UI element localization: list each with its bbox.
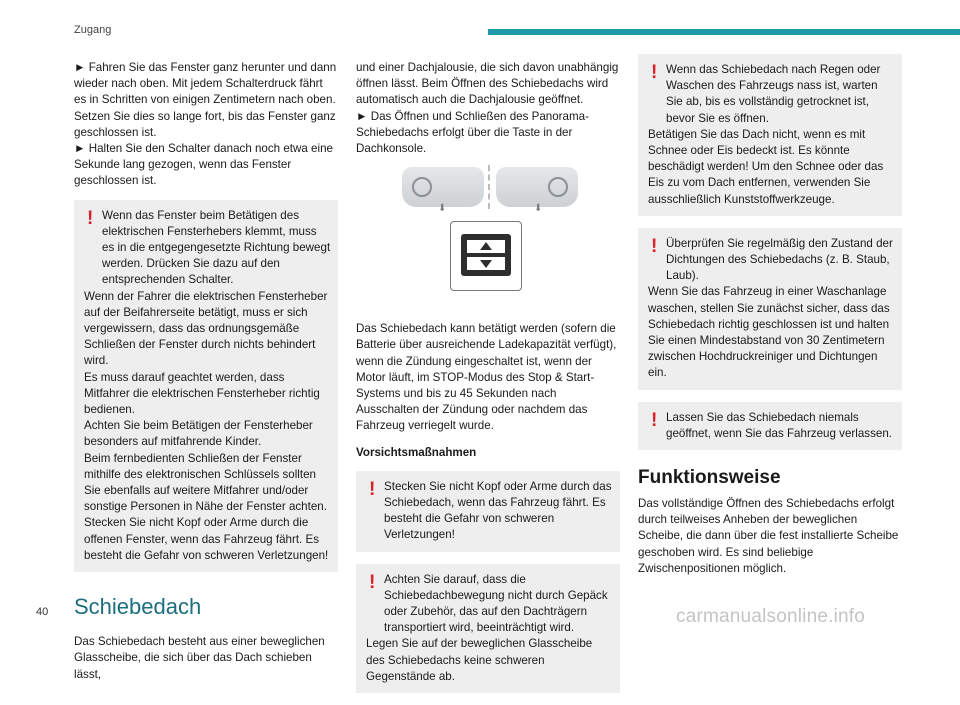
warning-text: Lassen Sie das Schiebedach niemals geöffnet, wenn Sie das Fahrzeug verlassen. [666, 410, 893, 440]
steering-wheel-icon [412, 177, 432, 197]
divider [488, 165, 490, 209]
warning-text: Stecken Sie nicht Kopf oder Arme durch die offenen Fenster, wenn das Fahrzeug fährt. Es besteht die Gefahr von schweren Verletzungen! [84, 516, 329, 562]
warning-text: Wenn der Fahrer die elektrischen Fensterheber auf der Beifahrerseite betätigt, muss er sich vergewissern, dass das ordnungsgemäße Schließen der Fenster durch nichts behindert wird. [84, 289, 328, 368]
warning-text: Stecken Sie nicht Kopf oder Arme durch das Schiebedach, wenn das Fahrzeug fährt. Es besteht die Gefahr von schweren Verletzungen! [384, 479, 612, 542]
steering-wheel-icon [548, 177, 568, 197]
warning-text: Betätigen Sie das Dach nicht, wenn es mit Schnee oder Eis bedeckt ist. Es könnte beschädigt werden! Um den Schnee oder das Eis zu vom Dach entfernen, verwenden Sie ausschließlich Kunststoffwerkzeuge. [648, 127, 884, 206]
paragraph: und einer Dachjalousie, die sich davon unabhängig öffnen lässt. Beim Öffnen des Schiebedachs wird automatisch auch die Dachjalousie geöffnet. [356, 61, 619, 107]
car-interior-right-icon [496, 167, 578, 215]
warning-text: Wenn das Fenster beim Betätigen des elektrischen Fensterhebers klemmt, muss es in die entgegengesetzte Richtung bewegt werden. Drücken Sie dazu auf den entsprechenden Schalter. [102, 208, 331, 287]
column-3 [638, 54, 902, 577]
warning-text: Achten Sie darauf, dass die Schiebedachbewegung nicht durch Gepäck oder Zubehör, das auf den Dachträgern transportiert wird, beeinträchtigt wird. [384, 572, 608, 635]
warning-box [356, 564, 620, 693]
warning-icon: ! [87, 207, 94, 229]
car-interior-left-icon [402, 167, 484, 215]
header-accent-bar [488, 29, 960, 35]
watermark: carmanualsonline.info [676, 606, 866, 627]
page-section-header: Zugang [74, 24, 112, 36]
warning-text: Beim fernbedienten Schließen der Fenster mithilfe des elektronischen Schlüssels sollten Sie ebenfalls auf weitere Mitfahrer und/oder sonstige Personen in Nähe der Fenster achten. [84, 451, 327, 514]
warning-text: Achten Sie beim Betätigen der Fensterheber besonders auf mitfahrende Kinder. [84, 419, 313, 449]
warning-icon: ! [369, 478, 376, 500]
warning-text: Legen Sie auf der beweglichen Glasscheibe des Schiebedachs keine schweren Gegenstände ab. [366, 637, 593, 683]
column-2 [356, 60, 620, 705]
section-title: Schiebedach [74, 594, 202, 620]
paragraph: Das Schiebedach besteht aus einer beweglichen Glasscheibe, die sich über das Dach schieben lässt, [74, 635, 325, 681]
warning-box [356, 471, 620, 552]
warning-box [74, 200, 338, 572]
subheading: Vorsichtsmaßnahmen [356, 445, 477, 459]
warning-icon: ! [651, 235, 658, 257]
arrow-down-icon: ⬇ [534, 203, 543, 215]
column-1 [74, 60, 338, 683]
paragraph: ► Halten Sie den Schalter danach noch etwa eine Sekunde lang gezogen, wenn das Fenster geschlossen ist. [74, 142, 333, 188]
warning-text: Überprüfen Sie regelmäßig den Zustand der Dichtungen des Schiebedachs (z. B. Staub, Laub). [666, 236, 893, 283]
paragraph: ► Fahren Sie das Fenster ganz herunter und dann wieder nach oben. Mit jedem Schalterdruck fährt es in Schritten von einigen Zentimetern nach oben. Setzen Sie dies so lange fort, bis das Fenster ganz geschlossen ist. [74, 61, 337, 139]
warning-icon: ! [369, 571, 376, 593]
section-heading: Funktionsweise [638, 467, 781, 489]
warning-box [638, 54, 902, 216]
warning-box [638, 402, 902, 450]
warning-box [638, 228, 902, 390]
sunroof-switch-illustration [356, 163, 620, 311]
warning-text: Es muss darauf geachtet werden, dass Mitfahrer die elektrischen Fensterheber richtig bedienen. [84, 370, 320, 417]
arrow-down-icon: ⬇ [438, 203, 447, 215]
warning-text: Wenn Sie das Fahrzeug in einer Waschanlage waschen, stellen Sie zunächst sicher, dass das Schiebedach richtig geschlossen ist und halten Sie einen Mindestabstand von 30 Zentimetern zwischen Hochdruckreiniger und Dichtungen ein. [648, 285, 890, 380]
paragraph: ► Das Öffnen und Schließen des Panorama-Schiebedachs erfolgt über die Taste in der Dachkonsole. [356, 109, 589, 156]
warning-icon: ! [651, 62, 658, 83]
paragraph: Das Schiebedach kann betätigt werden (sofern die Batterie über ausreichende Ladekapazität verfügt), wenn die Zündung eingeschaltet ist, wenn der Motor läuft, im STOP-Modus des Stop & Start-Systems und bis zu 45 Sekunden nach Ausschalten der Zündung oder nachdem das Fahrzeug verriegelt wurde. [356, 322, 617, 433]
sunroof-switch-icon [450, 221, 522, 291]
page-number: 40 [36, 606, 49, 618]
warning-icon: ! [651, 409, 658, 431]
paragraph: Das vollständige Öffnen des Schiebedachs erfolgt durch teilweises Anheben der beweglichen Scheibe, die dann über die fest installierte Scheibe geschoben wird. Es sind beliebige Zwischenpositionen möglich. [638, 497, 899, 575]
warning-text: Wenn das Schiebedach nach Regen oder Waschen des Fahrzeugs nass ist, warten Sie ab, bis es vollständig getrocknet ist, bevor Sie es öffnen. [666, 63, 881, 125]
